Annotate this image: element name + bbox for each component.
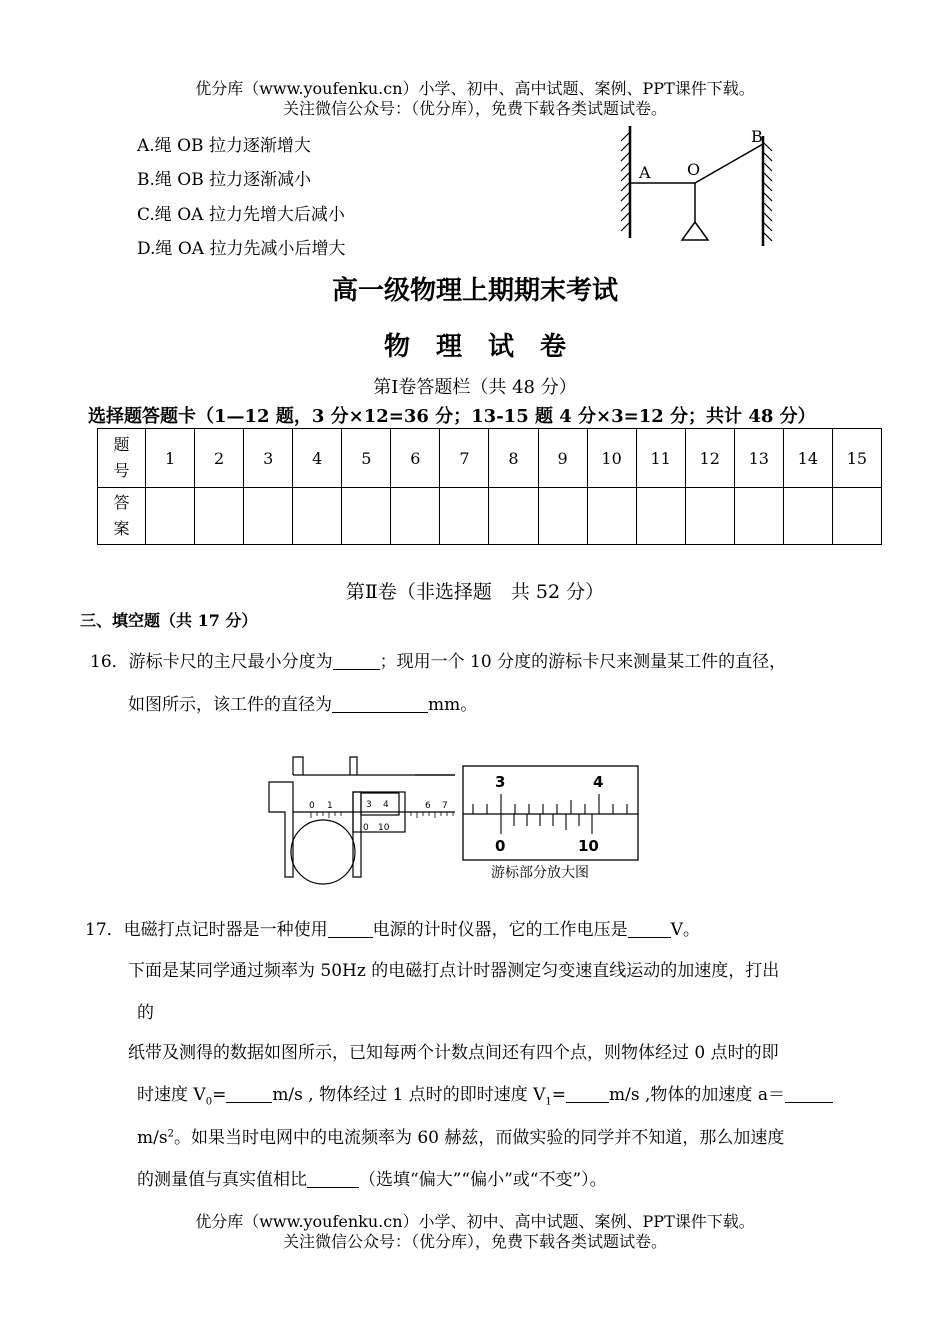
lower-jaw-fixed bbox=[269, 782, 293, 877]
option-a: A.绳 OB 拉力逐渐增大 bbox=[137, 136, 311, 156]
answer-cell[interactable] bbox=[195, 488, 244, 545]
answer-cell[interactable] bbox=[391, 488, 440, 545]
q17-line7-a: 的测量值与真实值相比 bbox=[137, 1170, 307, 1190]
footer-line-1: 优分库（www.youfenku.cn）小学、初中、高中试题、案例、PPT课件下载。 bbox=[195, 1212, 755, 1231]
number-cell: 3 bbox=[244, 429, 293, 488]
q17-line1-b: 电源的计时仪器，它的工作电压是 bbox=[372, 920, 628, 940]
answer-cell[interactable] bbox=[538, 488, 587, 545]
q17-sub-0: 0 bbox=[205, 1096, 213, 1108]
q17-sub-1: 1 bbox=[545, 1096, 552, 1108]
label-b: B bbox=[751, 127, 763, 146]
answer-cell[interactable] bbox=[293, 488, 342, 545]
lower-jaw-movable bbox=[353, 792, 361, 877]
number-cell: 6 bbox=[391, 429, 440, 488]
option-b: B.绳 OB 拉力逐渐减小 bbox=[137, 170, 312, 190]
q16-text-a: 游标卡尺的主尺最小分度为 bbox=[128, 652, 333, 672]
number-cell: 1 bbox=[146, 429, 195, 488]
option-d: D.绳 OA 拉力先减小后增大 bbox=[137, 239, 346, 259]
exam-title: 高一级物理上期期末考试 bbox=[331, 276, 618, 306]
rope-ob bbox=[695, 144, 763, 183]
number-cell: 7 bbox=[440, 429, 489, 488]
label-o: O bbox=[687, 160, 701, 179]
main-label-3: 3 bbox=[366, 800, 372, 810]
main-label-0: 0 bbox=[309, 801, 315, 811]
right-wall-hatching bbox=[763, 142, 772, 241]
exam-subtitle: 物 理 试 卷 bbox=[383, 332, 566, 362]
upper-jaw-movable bbox=[350, 757, 357, 775]
part1-heading: 第Ⅰ卷答题栏（共 48 分） bbox=[373, 377, 577, 398]
label-char-1: 题 bbox=[113, 435, 130, 454]
q17-line5-b: = bbox=[212, 1085, 227, 1105]
q17-blank-2[interactable] bbox=[628, 919, 671, 938]
label-char-3: 答 bbox=[113, 493, 130, 512]
q17-line-7 bbox=[137, 1165, 607, 1190]
zoom-vernier-10: 10 bbox=[578, 837, 599, 855]
q17-number: 17． bbox=[85, 920, 124, 940]
number-cell: 12 bbox=[685, 429, 734, 488]
header-line-2: 关注微信公众号：（优分库），免费下载各类试题试卷。 bbox=[282, 99, 667, 118]
q17-line5-a: 时速度 V bbox=[137, 1085, 206, 1105]
q17-line1-a: 电磁打点记时器是一种使用 bbox=[123, 920, 328, 940]
answer-table bbox=[97, 428, 882, 545]
q17-line-6 bbox=[137, 1123, 784, 1148]
q16-text-b: ；现用一个 10 分度的游标卡尺来测量某工件的直径， bbox=[379, 652, 787, 672]
answer-cell[interactable] bbox=[783, 488, 832, 545]
zoom-vernier-0: 0 bbox=[495, 837, 506, 855]
q17-blank-v1[interactable] bbox=[566, 1084, 609, 1103]
number-cell: 11 bbox=[636, 429, 685, 488]
option-c: C.绳 OA 拉力先增大后减小 bbox=[137, 205, 345, 225]
main-label-4: 4 bbox=[383, 800, 389, 810]
q17-line1-c: V。 bbox=[670, 920, 700, 940]
zoom-caption: 游标部分放大图 bbox=[491, 865, 589, 881]
upper-jaw-fixed bbox=[293, 757, 303, 775]
zoom-main-3: 3 bbox=[495, 773, 506, 791]
answer-cell[interactable] bbox=[146, 488, 195, 545]
number-cell: 4 bbox=[293, 429, 342, 488]
left-wall-hatching bbox=[621, 132, 630, 231]
part2-heading: 第Ⅱ卷（非选择题 共 52 分） bbox=[345, 581, 605, 603]
q17-sup-2: 2 bbox=[167, 1128, 174, 1140]
q17-line6-a: m/s bbox=[137, 1128, 168, 1148]
number-cell: 15 bbox=[832, 429, 881, 488]
number-cell: 14 bbox=[783, 429, 832, 488]
q17-line-3: 的 bbox=[137, 1003, 154, 1023]
number-cell: 2 bbox=[195, 429, 244, 488]
answer-cell[interactable] bbox=[685, 488, 734, 545]
table-label-number bbox=[98, 429, 146, 488]
q17-line-4: 纸带及测得的数据如图所示，已知每两个计数点间还有四个点，则物体经过 0 点时的即 bbox=[128, 1043, 779, 1063]
vernier-small-10: 10 bbox=[378, 823, 390, 833]
number-cell: 8 bbox=[489, 429, 538, 488]
number-cell: 13 bbox=[734, 429, 783, 488]
answer-cell[interactable] bbox=[440, 488, 489, 545]
q17-line7-b: （选填“偏大”“偏小”或“不变”）。 bbox=[359, 1170, 607, 1190]
header-line-1: 优分库（www.youfenku.cn）小学、初中、高中试题、案例、PPT课件下载。 bbox=[195, 79, 755, 98]
q17-blank-compare[interactable] bbox=[307, 1169, 359, 1188]
answer-cell[interactable] bbox=[489, 488, 538, 545]
rope-diagram bbox=[610, 122, 790, 252]
answer-card-heading: 选择题答题卡（1—12 题，3 分×12=36 分；13-15 题 4 分×3=12 分；共计 48 分） bbox=[88, 406, 816, 427]
table-row-numbers bbox=[98, 429, 882, 488]
number-cell: 10 bbox=[587, 429, 636, 488]
answer-cell[interactable] bbox=[244, 488, 293, 545]
answer-cell[interactable] bbox=[734, 488, 783, 545]
q17-blank-v0[interactable] bbox=[226, 1084, 272, 1103]
zoom-box bbox=[463, 766, 638, 860]
zoom-vernier-ticks bbox=[501, 814, 592, 834]
footer-line-2: 关注微信公众号：（优分库），免费下载各类试题试卷。 bbox=[282, 1232, 667, 1251]
q17-line5-c: m/s , 物体经过 1 点时的即时速度 V bbox=[272, 1085, 546, 1105]
q16-blank-2[interactable] bbox=[332, 694, 428, 713]
main-label-6: 6 bbox=[425, 801, 431, 811]
zoom-main-4: 4 bbox=[593, 773, 604, 791]
answer-cell[interactable] bbox=[636, 488, 685, 545]
label-char-2: 号 bbox=[113, 461, 130, 480]
q17-line5-d: = bbox=[551, 1085, 567, 1105]
vernier-small-0: 0 bbox=[363, 823, 369, 833]
q16-text-d: mm。 bbox=[428, 695, 478, 715]
workpiece-circle bbox=[291, 820, 355, 884]
vernier-caliper-figure bbox=[265, 752, 645, 887]
answer-cell[interactable] bbox=[342, 488, 391, 545]
answer-cell[interactable] bbox=[832, 488, 881, 545]
q16-blank-1[interactable] bbox=[333, 651, 380, 670]
q17-line5-e: m/s ,物体的加速度 a＝ bbox=[609, 1085, 785, 1105]
q17-line-5 bbox=[137, 1080, 833, 1107]
table-row-answers bbox=[98, 488, 882, 545]
q17-blank-a[interactable] bbox=[785, 1084, 833, 1103]
number-cell: 9 bbox=[538, 429, 587, 488]
q17-line6-b: 。如果当时电网中的电流频率为 60 赫兹，而做实验的同学并不知道，那么加速度 bbox=[173, 1128, 785, 1148]
q17-line-1 bbox=[85, 915, 700, 940]
main-label-1: 1 bbox=[327, 801, 333, 811]
q16-line-2 bbox=[128, 690, 477, 715]
hanging-weight bbox=[682, 222, 708, 240]
q16-text-c: 如图所示，该工件的直径为 bbox=[128, 695, 332, 715]
label-char-4: 案 bbox=[113, 519, 130, 538]
q17-blank-1[interactable] bbox=[328, 919, 373, 938]
main-label-7: 7 bbox=[442, 801, 448, 811]
section3-heading: 三、填空题（共 17 分） bbox=[80, 611, 258, 630]
q16-line-1 bbox=[90, 647, 786, 672]
table-label-answer bbox=[98, 488, 146, 545]
label-a: A bbox=[639, 163, 651, 182]
answer-cell[interactable] bbox=[587, 488, 636, 545]
q17-line-2: 下面是某同学通过频率为 50Hz 的电磁打点计时器测定匀变速直线运动的加速度，打出 bbox=[128, 961, 780, 981]
q16-number: 16． bbox=[90, 652, 129, 672]
zoom-main-ticks bbox=[473, 794, 627, 814]
number-cell: 5 bbox=[342, 429, 391, 488]
